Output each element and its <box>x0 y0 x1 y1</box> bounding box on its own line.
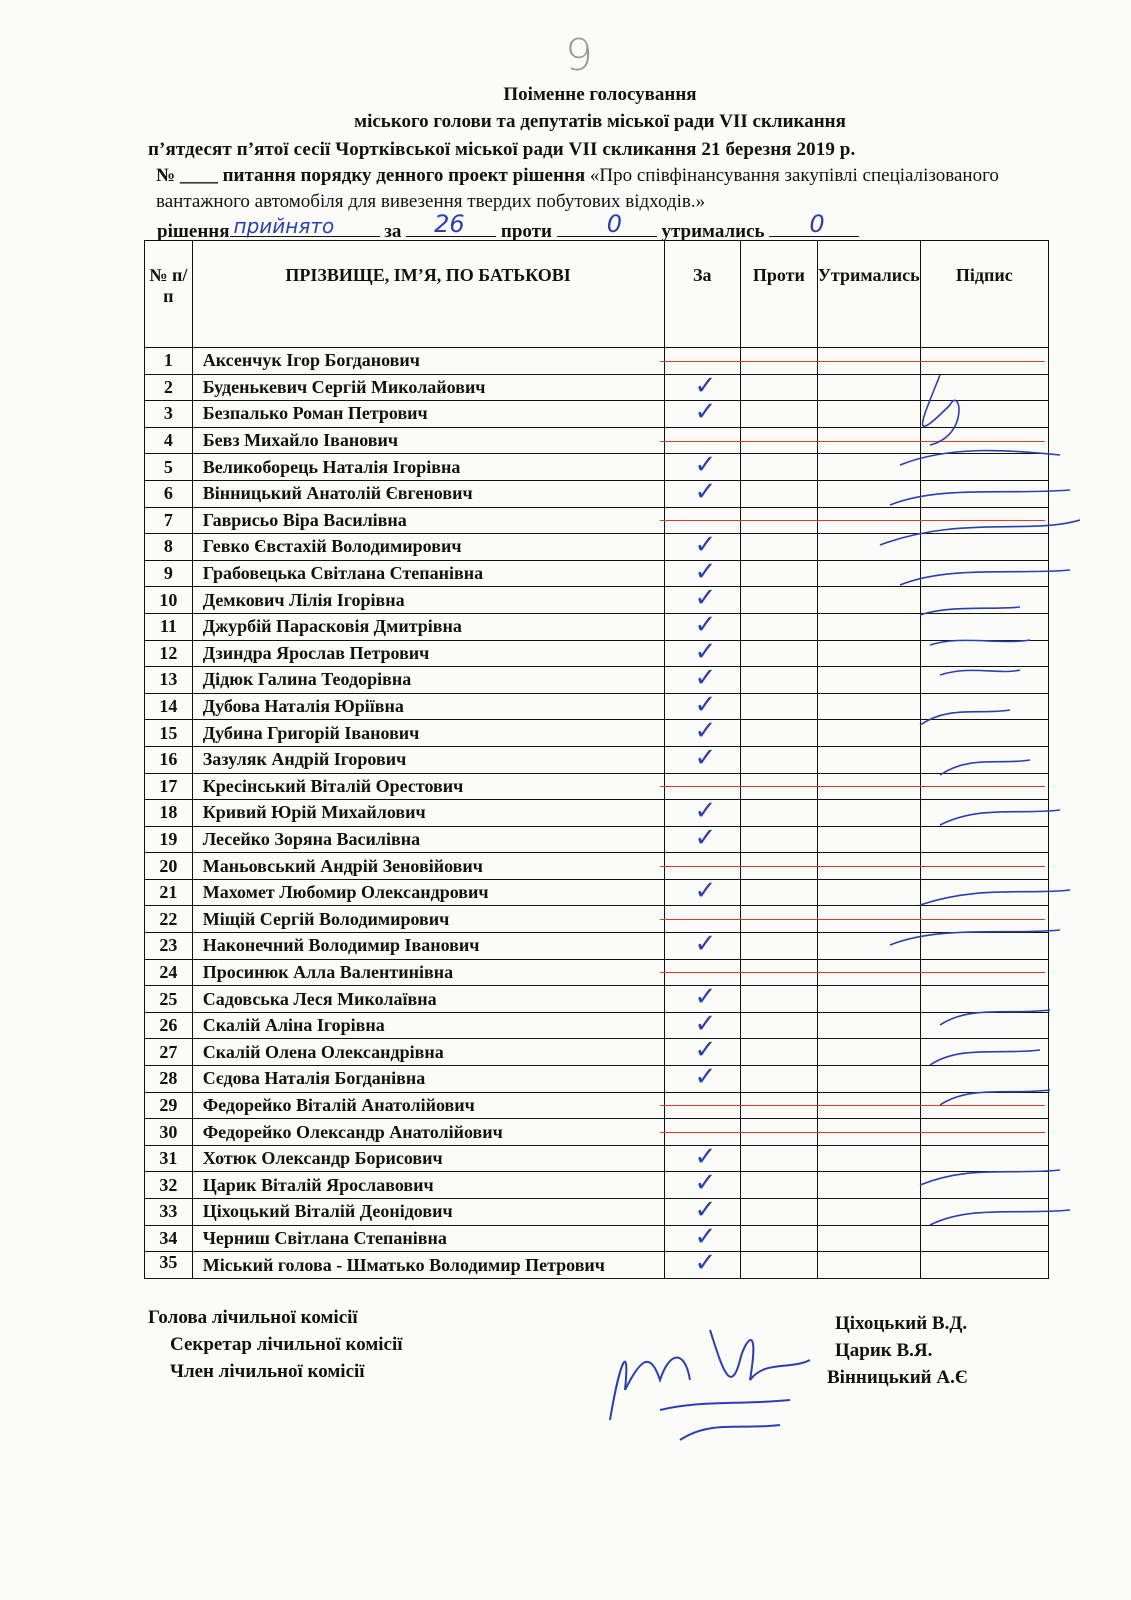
member-name: Дідюк Галина Теодорівна <box>192 667 664 694</box>
vote-against-cell <box>740 667 817 694</box>
member-name: Дубина Григорій Іванович <box>192 720 664 747</box>
vote-against-cell <box>740 933 817 960</box>
against-label: проти <box>500 221 552 242</box>
row-number: 14 <box>145 693 193 720</box>
row-number: 18 <box>145 800 193 827</box>
vote-against-cell <box>740 640 817 667</box>
row-number: 24 <box>145 959 193 986</box>
row-number: 19 <box>145 826 193 853</box>
vote-against-cell <box>740 401 817 428</box>
member-name: Царик Віталій Ярославович <box>192 1172 664 1199</box>
vote-against-cell <box>740 693 817 720</box>
vote-against-cell <box>740 534 817 561</box>
member-name: Безпалько Роман Петрович <box>192 401 664 428</box>
row-number: 3 <box>145 401 193 428</box>
vote-against-cell <box>740 826 817 853</box>
header-abstain: Утримались <box>817 241 920 348</box>
check-mark-icon: ✓ <box>694 716 717 747</box>
member-name: Джурбій Парасковія Дмитрівна <box>192 613 664 640</box>
header-against: Проти <box>740 241 817 348</box>
agenda-question <box>156 163 1046 215</box>
member-label: Член лічильної комісії <box>170 1361 365 1382</box>
vote-for-cell <box>664 476 740 507</box>
member-name: Вінницький А.Є <box>827 1367 968 1388</box>
check-mark-icon: ✓ <box>694 397 717 428</box>
header-number: № п/п <box>145 241 193 348</box>
row-number: 2 <box>145 374 193 401</box>
session-line: п’ятдесят п’ятої сесії Чортківської міської ради VII скликання 21 березня 2019 р. <box>148 139 856 160</box>
member-name: Гевко Євстахій Володимирович <box>192 534 664 561</box>
vote-against-cell <box>740 454 817 481</box>
vote-for-cell <box>664 1248 740 1279</box>
vote-against-cell <box>740 879 817 906</box>
check-mark-icon: ✓ <box>694 796 717 827</box>
member-name: Ціхоцький Віталій Деонідович <box>192 1199 664 1226</box>
check-mark-icon: ✓ <box>694 822 717 853</box>
row-number: 16 <box>145 746 193 773</box>
row-number: 11 <box>145 613 193 640</box>
document-title: Поіменне голосування <box>503 84 697 105</box>
member-name: Зазуляк Андрій Ігорович <box>192 746 664 773</box>
member-signatures <box>860 345 1080 1305</box>
row-number: 7 <box>145 507 193 534</box>
check-mark-icon: ✓ <box>694 556 717 587</box>
vote-against-cell <box>740 587 817 614</box>
check-mark-icon: ✓ <box>694 1195 717 1225</box>
against-field <box>557 210 657 238</box>
vote-for-cell <box>664 1062 740 1093</box>
row-number: 25 <box>145 986 193 1013</box>
vote-against-cell <box>740 720 817 747</box>
row-number: 9 <box>145 560 193 587</box>
member-name: Черниш Світлана Степанівна <box>192 1225 664 1252</box>
header-name: ПРІЗВИЩЕ, ІМ’Я, ПО БАТЬКОВІ <box>192 241 664 348</box>
row-number: 30 <box>145 1119 193 1146</box>
decision-value: прийнято <box>233 214 335 238</box>
member-name: Бевз Михайло Іванович <box>192 427 664 454</box>
vote-against-cell <box>740 1145 817 1172</box>
check-mark-icon: ✓ <box>694 1141 717 1172</box>
check-mark-icon: ✓ <box>694 875 717 906</box>
table-header-row <box>145 241 1049 348</box>
vote-against-cell <box>740 613 817 640</box>
member-name: Міський голова - Шматько Володимир Петрович <box>192 1252 664 1279</box>
decision-label: рішення <box>157 221 230 242</box>
check-mark-icon: ✓ <box>694 929 717 960</box>
document-subtitle: міського голови та депутатів міської ради VII скликання <box>354 111 846 132</box>
chair-name: Ціхоцький В.Д. <box>835 1313 968 1334</box>
member-name: Гаврисьо Віра Василівна <box>192 507 664 534</box>
row-number: 21 <box>145 879 193 906</box>
vote-against-cell <box>740 1225 817 1252</box>
member-name: Кресінський Віталій Орестович <box>192 773 664 800</box>
row-number: 27 <box>145 1039 193 1066</box>
member-name: Скалій Аліна Ігорівна <box>192 1012 664 1039</box>
row-number: 20 <box>145 853 193 880</box>
vote-for-cell <box>664 397 740 428</box>
check-mark-icon: ✓ <box>694 1035 717 1066</box>
row-number: 17 <box>145 773 193 800</box>
row-number: 15 <box>145 720 193 747</box>
vote-against-cell <box>740 1172 817 1199</box>
row-number: 5 <box>145 454 193 481</box>
member-name: Міщій Сергій Володимирович <box>192 906 664 933</box>
member-name: Наконечний Володимир Іванович <box>192 933 664 960</box>
check-mark-icon: ✓ <box>694 450 717 481</box>
vote-for-cell <box>664 929 740 960</box>
vote-for-cell <box>664 742 740 773</box>
row-number: 34 <box>145 1225 193 1252</box>
check-mark-icon: ✓ <box>694 1008 717 1039</box>
check-mark-icon: ✓ <box>694 609 717 640</box>
row-number: 31 <box>145 1145 193 1172</box>
for-label: за <box>384 221 402 242</box>
row-number: 26 <box>145 1012 193 1039</box>
row-number: 1 <box>145 348 193 375</box>
commission-signatures <box>590 1300 820 1450</box>
abstain-field <box>769 210 859 238</box>
row-number: 33 <box>145 1199 193 1226</box>
vote-against-cell <box>740 480 817 507</box>
vote-against-cell <box>740 1199 817 1226</box>
for-value: 26 <box>434 210 465 238</box>
check-mark-icon: ✓ <box>694 636 717 667</box>
check-mark-icon: ✓ <box>694 982 717 1013</box>
row-number: 32 <box>145 1172 193 1199</box>
check-mark-icon: ✓ <box>694 663 717 694</box>
question-prefix: № ____ питання порядку денного проект рішення <box>156 165 586 186</box>
check-mark-icon: ✓ <box>694 476 717 507</box>
header-for: За <box>664 241 740 348</box>
row-number: 13 <box>145 667 193 694</box>
member-name: Дубова Наталія Юріївна <box>192 693 664 720</box>
row-number: 6 <box>145 480 193 507</box>
vote-against-cell <box>740 374 817 401</box>
member-name: Сєдова Наталія Богданівна <box>192 1066 664 1093</box>
check-mark-icon: ✓ <box>694 689 717 720</box>
member-name: Кривий Юрій Михайлович <box>192 800 664 827</box>
vote-for-cell <box>664 822 740 853</box>
member-name: Хотюк Олександр Борисович <box>192 1145 664 1172</box>
member-name: Махомет Любомир Олександрович <box>192 879 664 906</box>
member-name: Вінницький Анатолій Євгенович <box>192 480 664 507</box>
member-name: Демкович Лілія Ігорівна <box>192 587 664 614</box>
member-name: Садовська Леся Миколаївна <box>192 986 664 1013</box>
decision-field <box>230 214 380 238</box>
row-number: 23 <box>145 933 193 960</box>
vote-against-cell <box>740 746 817 773</box>
chair-label: Голова лічильної комісії <box>148 1307 358 1328</box>
row-number: 8 <box>145 534 193 561</box>
check-mark-icon: ✓ <box>694 742 717 773</box>
check-mark-icon: ✓ <box>694 1248 717 1279</box>
member-name: Маньовський Андрій Зеновійович <box>192 853 664 880</box>
vote-against-cell <box>740 800 817 827</box>
member-name: Дзиндра Ярослав Петрович <box>192 640 664 667</box>
check-mark-icon: ✓ <box>694 370 717 401</box>
row-number: 4 <box>145 427 193 454</box>
member-name: Просинюк Алла Валентинівна <box>192 959 664 986</box>
member-name: Скалій Олена Олександрівна <box>192 1039 664 1066</box>
member-name: Грабовецька Світлана Степанівна <box>192 560 664 587</box>
vote-against-cell <box>740 1039 817 1066</box>
vote-against-cell <box>740 1066 817 1093</box>
vote-against-cell <box>740 560 817 587</box>
member-name: Буденькевич Сергій Миколайович <box>192 374 664 401</box>
check-mark-icon: ✓ <box>694 1168 717 1199</box>
row-number: 35 <box>145 1252 193 1279</box>
header-signature: Підпис <box>920 241 1048 348</box>
check-mark-icon: ✓ <box>694 530 717 561</box>
page-number: 9 <box>565 30 593 81</box>
vote-for-cell <box>664 875 740 906</box>
secretary-label: Секретар лічильної комісії <box>170 1334 403 1355</box>
member-name: Федорейко Олександр Анатолійович <box>192 1119 664 1146</box>
check-mark-icon: ✓ <box>694 583 717 614</box>
member-name: Лесейко Зоряна Василівна <box>192 826 664 853</box>
row-number: 28 <box>145 1066 193 1093</box>
member-name: Аксенчук Ігор Богданович <box>192 348 664 375</box>
abstain-value: 0 <box>809 210 825 238</box>
check-mark-icon: ✓ <box>694 1062 717 1093</box>
row-number: 12 <box>145 640 193 667</box>
vote-against-cell <box>740 1012 817 1039</box>
vote-against-cell <box>740 986 817 1013</box>
abstain-label: утримались <box>661 221 765 242</box>
against-value: 0 <box>606 210 622 238</box>
member-name: Федорейко Віталій Анатолійович <box>192 1092 664 1119</box>
secretary-name: Царик В.Я. <box>835 1340 933 1361</box>
row-number: 10 <box>145 587 193 614</box>
question-text: «Про співфінансування закупівлі спеціалізованого вантажного автомобіля для вивезення твердих побутових відходів.» <box>156 165 999 212</box>
for-field <box>406 210 496 238</box>
check-mark-icon: ✓ <box>694 1221 717 1252</box>
vote-against-cell <box>740 1252 817 1279</box>
member-name: Великоборець Наталія Ігорівна <box>192 454 664 481</box>
row-number: 22 <box>145 906 193 933</box>
row-number: 29 <box>145 1092 193 1119</box>
